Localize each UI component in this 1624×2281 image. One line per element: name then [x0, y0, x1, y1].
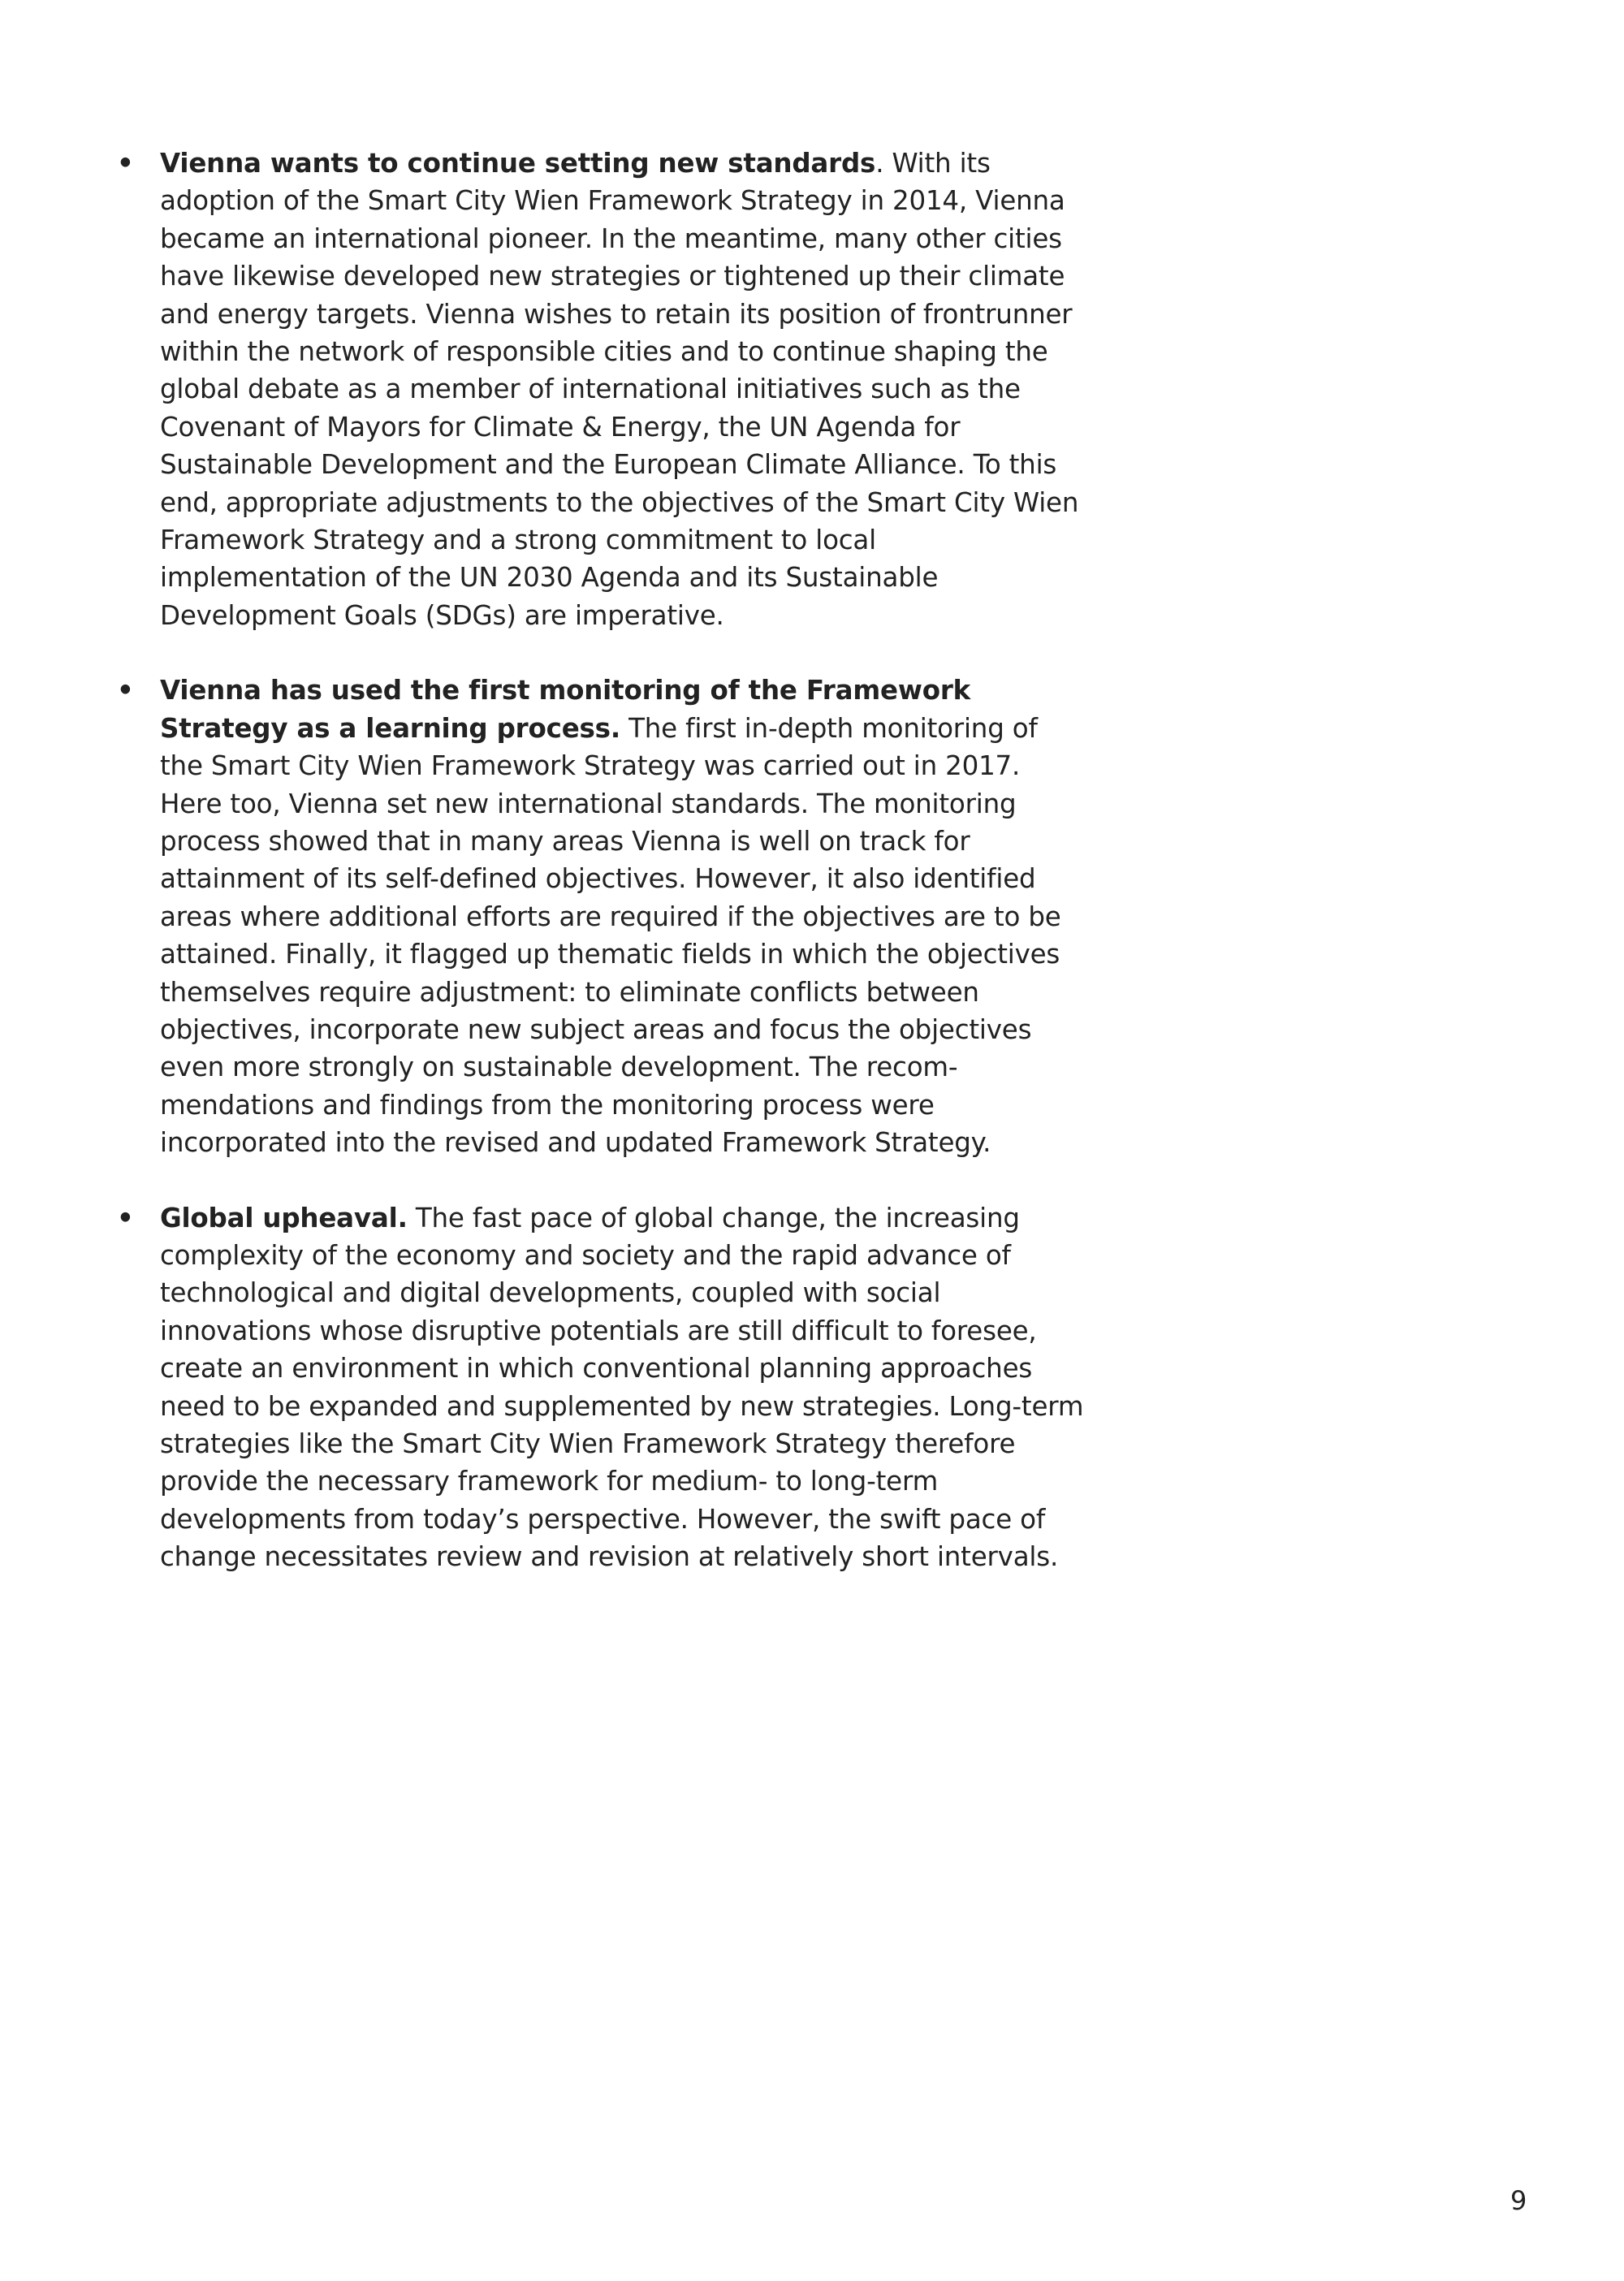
list-item	[114, 145, 1088, 634]
main-content	[114, 145, 1088, 1614]
bullet-text: . With its adoption of the Smart City Wien Framework Strategy in 2014, Vienna became an international pioneer. In the meantime, many other cities have likewise developed new strategies or tightened up their climate and energy targets. Vienna wishes to retain its position of frontrunner within the network of responsible cities and to continue shaping the global debate as a member of international initiatives such as the Covenant of Mayors for Climate & Energy, the UN Agenda for Sustainable Development and the European Climate Alliance. To this end, appropriate adjustments to the objectives of the Smart City Wien Framework Strategy and a strong commitment to local implementation of the UN 2030 Agenda and its Sustainable Development Goals (SDGs) are imperative.	[160, 148, 1079, 631]
bullet-list	[114, 145, 1088, 1576]
page-number: 9	[1510, 2185, 1527, 2216]
bullet-lead: Global upheaval.	[160, 1202, 408, 1233]
list-item	[114, 1199, 1088, 1576]
bullet-icon: •	[117, 148, 134, 179]
list-item	[114, 672, 1088, 1161]
bullet-lead: Vienna wants to continue setting new standards	[160, 148, 876, 179]
bullet-lead: Vienna has used the first monitoring of the Framework Strategy as a learning process.	[160, 675, 971, 744]
bullet-text: The first in-depth monitoring of the Smart City Wien Framework Strategy was carried out in 2017. Here too, Vienna set new international standards. The monitoring process showed that in many areas Vienna is well on track for attainment of its self-defined objectives. However, it also identified areas where additional efforts are required if the objectives are to be attained. Finally, it flagged up thematic fields in which the objectives themselves require adjustment: to eliminate conflicts between objectives, incorporate new subject areas and focus the objectives even more strongly on sustainable development. The recommendations and findings from the monitoring process were incorporated into the revised and updated Framework Strategy.	[160, 712, 1061, 1159]
bullet-text: The fast pace of global change, the increasing complexity of the economy and society and the rapid advance of technological and digital developments, coupled with social innovations whose disruptive potentials are still difficult to foresee, create an environment in which conventional planning approaches need to be expanded and supplemented by new strategies. Long-term strategies like the Smart City Wien Framework Strategy therefore provide the necessary framework for medium- to long-term developments from today’s perspective. However, the swift pace of change necessitates review and revision at relatively short intervals.	[160, 1202, 1084, 1573]
bullet-icon: •	[117, 1202, 134, 1233]
bullet-icon: •	[117, 675, 134, 706]
